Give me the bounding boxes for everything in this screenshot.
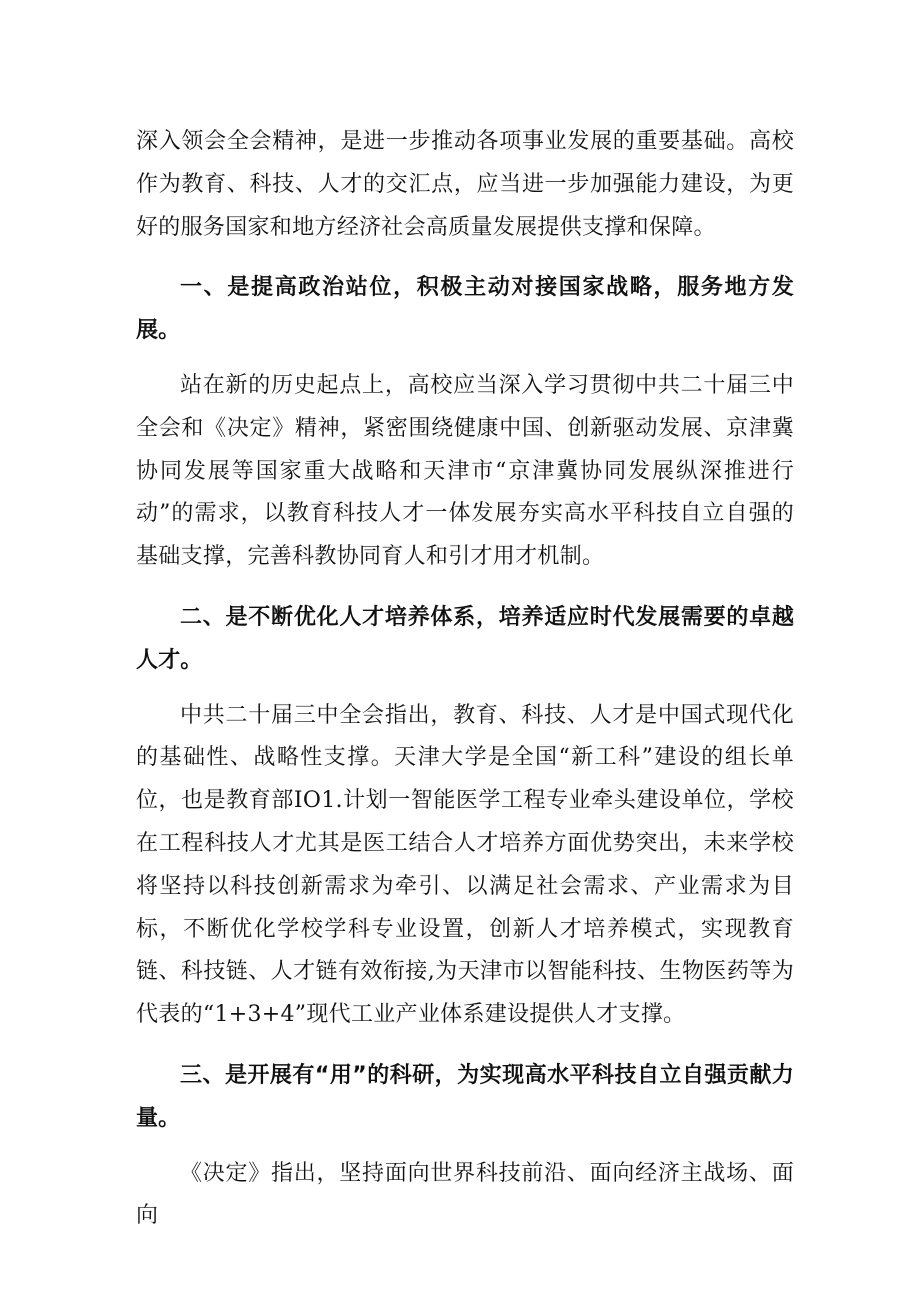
- section-heading-3: 三、是开展有“用”的科研，为实现高水平科技自立自强贡献力量。: [136, 1062, 794, 1131]
- paragraph-section-2: 中共二十届三中全会指出，教育、科技、人才是中国式现代化的基础性、战略性支撑。天津大学是全国“新工科”建设的组长单位，也是教育部IO1.计划一智能医学工程专业牵头建设单位，学校在工程科技人才尤其是医工结合人才培养方面优势突出，未来学校将坚持以科技创新需求为牵引、以满足社会需求、产业需求为目标，不断优化学校学科专业设置，创新人才培养模式，实现教育链、科技链、人才链有效衔接,为天津市以智能科技、生物医药等为代表的“1+3+4”现代工业产业体系建设提供人才支撑。: [136, 702, 794, 1028]
- section-heading-2: 二、是不断优化人才培养体系，培养适应时代发展需要的卓越人才。: [136, 604, 794, 673]
- paragraph-intro: 深入领会全会精神，是进一步推动各项事业发展的重要基础。高校作为教育、科技、人才的交汇点，应当进一步加强能力建设，为更好的服务国家和地方经济社会高质量发展提供支撑和保障。: [136, 129, 794, 240]
- section-heading-1: 一、是提高政治站位，积极主动对接国家战略，服务地方发展。: [136, 275, 794, 344]
- paragraph-section-1: 站在新的历史起点上，高校应当深入学习贯彻中共二十届三中全会和《决定》精神，紧密围绕健康中国、创新驱动发展、京津冀协同发展等国家重大战略和天津市“京津冀协同发展纵深推进行动”的需求，以教育科技人才一体发展夯实高水平科技自立自强的基础支撑，完善科教协同育人和引才用才机制。: [136, 372, 794, 570]
- paragraph-section-3: 《决定》指出，坚持面向世界科技前沿、面向经济主战场、面向: [136, 1160, 794, 1229]
